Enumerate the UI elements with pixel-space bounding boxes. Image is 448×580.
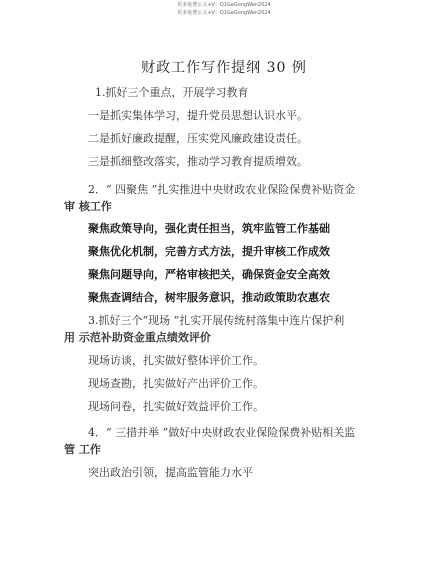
section-heading-2-cont: 审 核工作 <box>64 200 112 213</box>
paragraph-line: 现场访谈，扎实做好整体评价工作。 <box>88 354 264 367</box>
paragraph-line: 二是抓好廉政提醒，压实党风廉政建设责任。 <box>88 132 308 145</box>
section-heading-3-cont: 用 示范补助资金重点绩效评价 <box>64 331 211 344</box>
bold-line: 聚焦查调结合，树牢服务意识，推动政策助农惠农 <box>88 291 330 304</box>
bold-line: 聚焦优化机制，完善方式方法，提升审核工作成效 <box>88 245 330 258</box>
section-heading-4: 4．“ 三措并举 ”做好中央财政农业保险保费补贴相关监 <box>88 426 356 439</box>
bold-line: 聚焦政策导向，强化责任担当，筑牢监管工作基础 <box>88 222 330 235</box>
watermark-line-1: 更多免费公文+V：Q1GeGongWen2024 <box>177 2 271 8</box>
section-heading-4-cont: 管 工作 <box>64 443 101 456</box>
section-heading-1: 1.抓好三个重点，开展学习教育 <box>95 86 249 99</box>
paragraph-line: 现场查勘，扎实做好产出评价工作。 <box>88 377 264 390</box>
section-heading-3: 3.抓好三个“现场 ”扎实开展传统村落集中连片保护利 <box>88 314 345 327</box>
watermark-line-2: 更多免费公文+V：Q1GeGongWen2024 <box>177 10 271 16</box>
paragraph-line: 三是抓细整改落实，推动学习教育提质增效。 <box>88 155 308 168</box>
paragraph-line: 突出政治引领，提高监管能力水平 <box>88 466 253 479</box>
bold-line: 聚焦问题导向，严格审核把关，确保资金安全高效 <box>88 268 330 281</box>
document-title: 财政工作写作提纲 30 例 <box>141 60 307 76</box>
paragraph-line: 一是抓实集体学习，提升党员思想认识水平。 <box>88 109 308 122</box>
section-heading-2: 2．“ 四聚焦 ”扎实推进中央财政农业保险保费补贴资金 <box>88 183 356 196</box>
paragraph-line: 现场问卷，扎实做好效益评价工作。 <box>88 400 264 413</box>
